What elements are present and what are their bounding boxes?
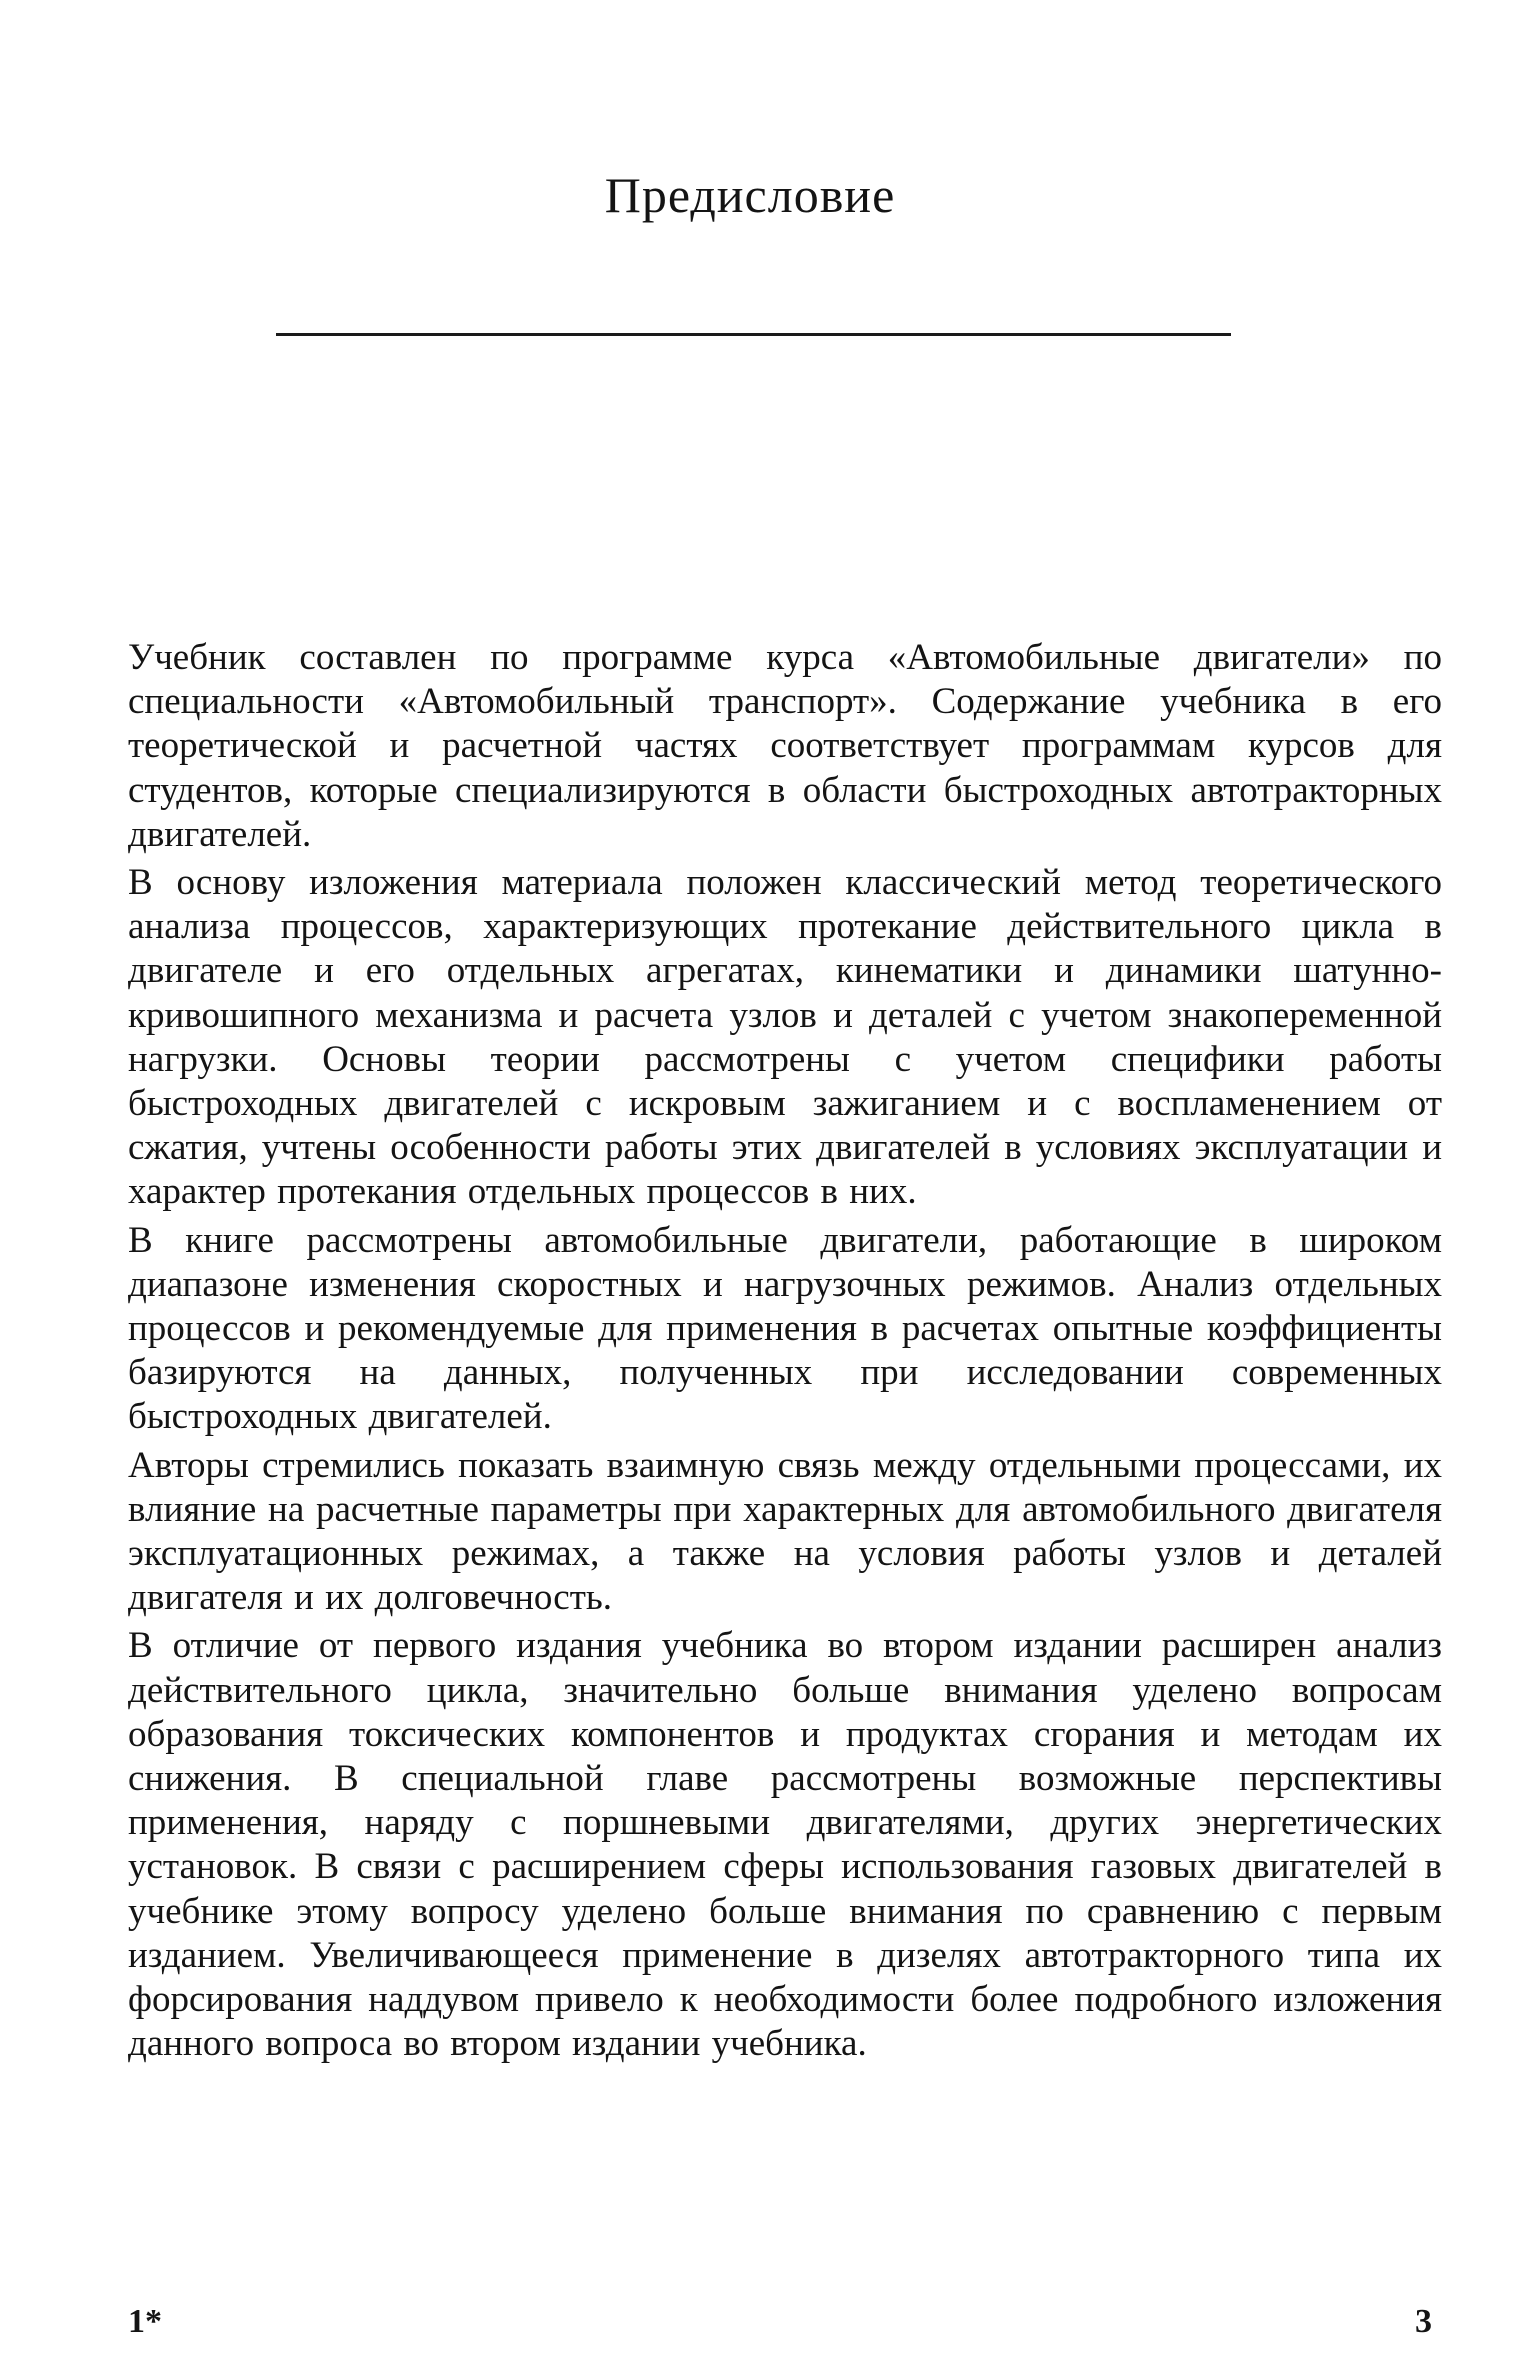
signature-mark: 1* <box>128 2303 162 2340</box>
title-divider <box>276 333 1231 336</box>
paragraph: Авторы стремились показать взаимную связь между отдельными процессами, их влияние на расчетные параметры при характерных для автомобильного двигателя эксплуатационных режимах, а также на условия работы узлов и деталей двигателя и их долговечность. <box>128 1444 1442 1619</box>
paragraph: В отличие от первого издания учебника во втором издании расширен анализ действительного цикла, значительно больше внимания уделено вопросам образования токсических компонентов и продуктах сгорания и методам их снижения. В специальной главе рассмотрены возможные перспективы применения, наряду с поршневыми двигателями, других энергетических установок. В связи с расширением сферы использования газовых двигателей в учебнике этому вопросу уделено больше внимания по сравнению с первым изданием. Увеличивающееся применение в дизелях автотракторного типа их форсирования наддувом привело к необходимости более подробного изложения данного вопроса во втором издании учебника. <box>128 1625 1442 2065</box>
paragraph: Учебник составлен по программе курса «Автомобильные двигатели» по специальности «Автомобильный транспорт». Содержание учебника в его теоретической и расчетной частях соответствует программам курсов для студентов, которые специализируются в области быстроходных автотракторных двигателей. <box>128 637 1442 855</box>
paragraph: В основу изложения материала положен классический метод теоретического анализа процессов, характеризующих протекание действительного цикла в двигателе и его отдельных агрегатах, кинематики и динамики шатунно-кривошипного механизма и расчета узлов и деталей с учетом знакопеременной нагрузки. Основы теории рассмотрены с учетом специфики работы быстроходных двигателей с искровым зажиганием и с воспламенением от сжатия, учтены особенности работы этих двигателей в условиях эксплуатации и характер протекания отдельных процессов в них. <box>128 862 1442 1213</box>
paragraph: В книге рассмотрены автомобильные двигатели, работающие в широком диапазоне изменения скоростных и нагрузочных режимов. Анализ отдельных процессов и рекомендуемые для применения в расчетах опытные коэффициенты базируются на данных, полученных при исследовании современных быстроходных двигателей. <box>128 1219 1442 1438</box>
body-text <box>128 636 1442 2071</box>
page-number: 3 <box>1415 2303 1432 2340</box>
page-title: Предисловие <box>604 167 896 223</box>
